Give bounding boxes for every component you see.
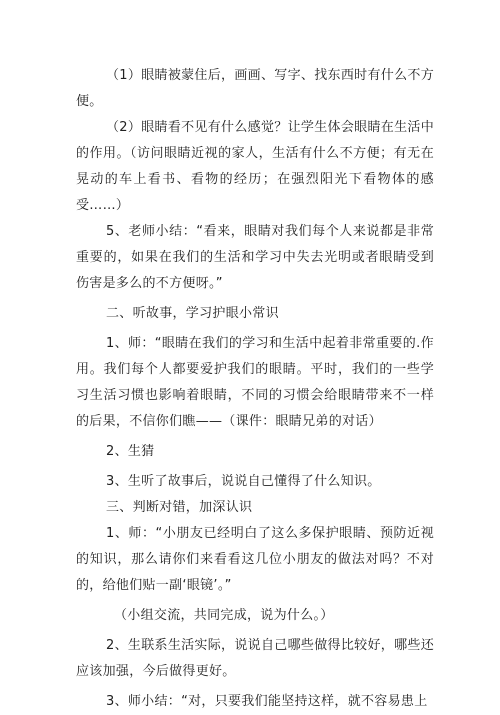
paragraph-9: 2、生联系生活实际，说说自己哪些做得比较好，哪些还应该加强，今后做得更好。 [76,638,434,679]
paragraph-10: 3、师小结：“对，只要我们能坚持这样，就不容易患上 [106,694,428,709]
document-body [76,63,434,715]
paragraph-8: （小组交流，共同完成，说为什么。） [114,608,334,623]
paragraph-1: （1）眼睛被蒙住后，画画、写字、找东西时有什么不方便。 [76,68,434,109]
paragraph-6: 3、生听了故事后，说说自己懂得了什么知识。 [106,474,381,489]
paragraph-2: （2）眼睛看不见有什么感觉？让学生体会眼睛在生活中的作用。（访问眼睛近视的家人，生活有什么不方便；有无在晃动的车上看书、看物的经历；在强烈阳光下看物体的感受……） [76,120,434,213]
paragraph-4: 1、师：“眼睛在我们的学习和生活中起着非常重要的.作用。我们每个人都要爱护我们的眼睛。平时，我们的一些学习生活习惯也影响着眼睛，不同的习惯会给眼睛带来不一样的后果，不信你们瞧——（课件：眼睛兄弟的对话） [76,336,434,429]
section-heading-3: 三、判断对错，加深认识 [106,500,253,515]
paragraph-7: 1、师：“小朋友已经明白了这么多保护眼睛、预防近视的知识，那么请你们来看看这几位小朋友的做法对吗？不对的，给他们贴一副‘眼镜’。” [76,526,434,593]
paragraph-5: 2、生猜 [106,444,155,459]
paragraph-3: 5、老师小结：“看来，眼睛对我们每个人来说都是非常重要的，如果在我们的生活和学习中失去光明或者眼睛受到伤害是多么的不方便呀。” [76,224,434,291]
section-heading-2: 二、听故事，学习护眼小常识 [106,306,279,321]
